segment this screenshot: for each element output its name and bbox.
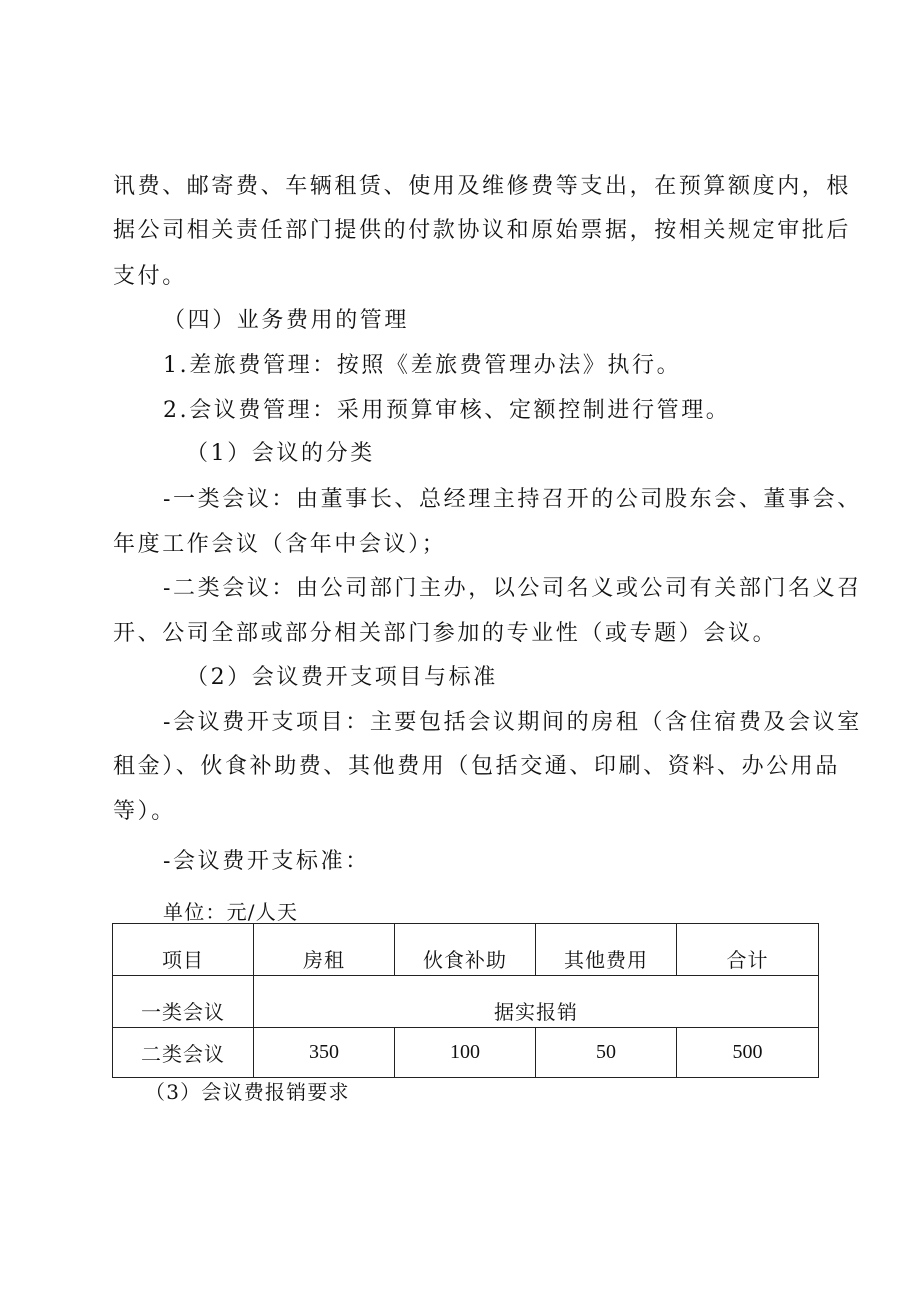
subsection-heading: （2）会议费开支项目与标准 xyxy=(186,665,498,690)
table-header-cell: 其他费用 xyxy=(536,924,677,976)
paragraph-line: 讯费、邮寄费、车辆租赁、使用及维修费等支出，在预算额度内，根 xyxy=(113,174,852,199)
table-header-cell: 合计 xyxy=(677,924,819,976)
paragraph-line: 支付。 xyxy=(113,264,187,289)
list-item: 2.会议费管理：采用预算审核、定额控制进行管理。 xyxy=(163,398,731,423)
paragraph-line: 年度工作会议（含年中会议）； xyxy=(113,532,447,557)
table-cell: 350 xyxy=(254,1028,395,1078)
table-header-cell: 房租 xyxy=(254,924,395,976)
table-cell: 50 xyxy=(536,1028,677,1078)
unit-label: 单位：元/人天 xyxy=(163,900,299,924)
paragraph-line: -会议费开支标准： xyxy=(163,849,370,874)
table-header-cell: 伙食补助 xyxy=(395,924,536,976)
subsection-heading: （3）会议费报销要求 xyxy=(145,1080,350,1104)
paragraph-line: -二类会议：由公司部门主办，以公司名义或公司有关部门名义召 xyxy=(163,576,862,601)
paragraph-line: -一类会议：由董事长、总经理主持召开的公司股东会、董事会、 xyxy=(163,487,862,512)
subsection-heading: （1）会议的分类 xyxy=(186,441,375,466)
table-cell: 500 xyxy=(677,1028,819,1078)
paragraph-line: 等）。 xyxy=(113,799,176,824)
table-row-label: 一类会议 xyxy=(113,976,254,1028)
paragraph-line: -会议费开支项目：主要包括会议期间的房租（含住宿费及会议室 xyxy=(163,710,862,735)
paragraph-line: 据公司相关责任部门提供的付款协议和原始票据，按相关规定审批后 xyxy=(113,218,852,243)
list-item: 1.差旅费管理：按照《差旅费管理办法》执行。 xyxy=(163,353,682,378)
paragraph-line: 开、公司全部或部分相关部门参加的专业性（或专题）会议。 xyxy=(113,621,778,646)
meeting-cost-table xyxy=(112,923,819,1078)
table-row xyxy=(113,1028,819,1078)
table-row-label: 二类会议 xyxy=(113,1028,254,1078)
paragraph-line: 租金）、伙食补助费、其他费用（包括交通、印刷、资料、办公用品 xyxy=(113,754,841,779)
table-merged-cell: 据实报销 xyxy=(254,976,819,1028)
section-heading: （四）业务费用的管理 xyxy=(163,308,410,333)
table-cell: 100 xyxy=(395,1028,536,1078)
table-header-row xyxy=(113,924,819,976)
table-row xyxy=(113,976,819,1028)
table-header-cell: 项目 xyxy=(113,924,254,976)
